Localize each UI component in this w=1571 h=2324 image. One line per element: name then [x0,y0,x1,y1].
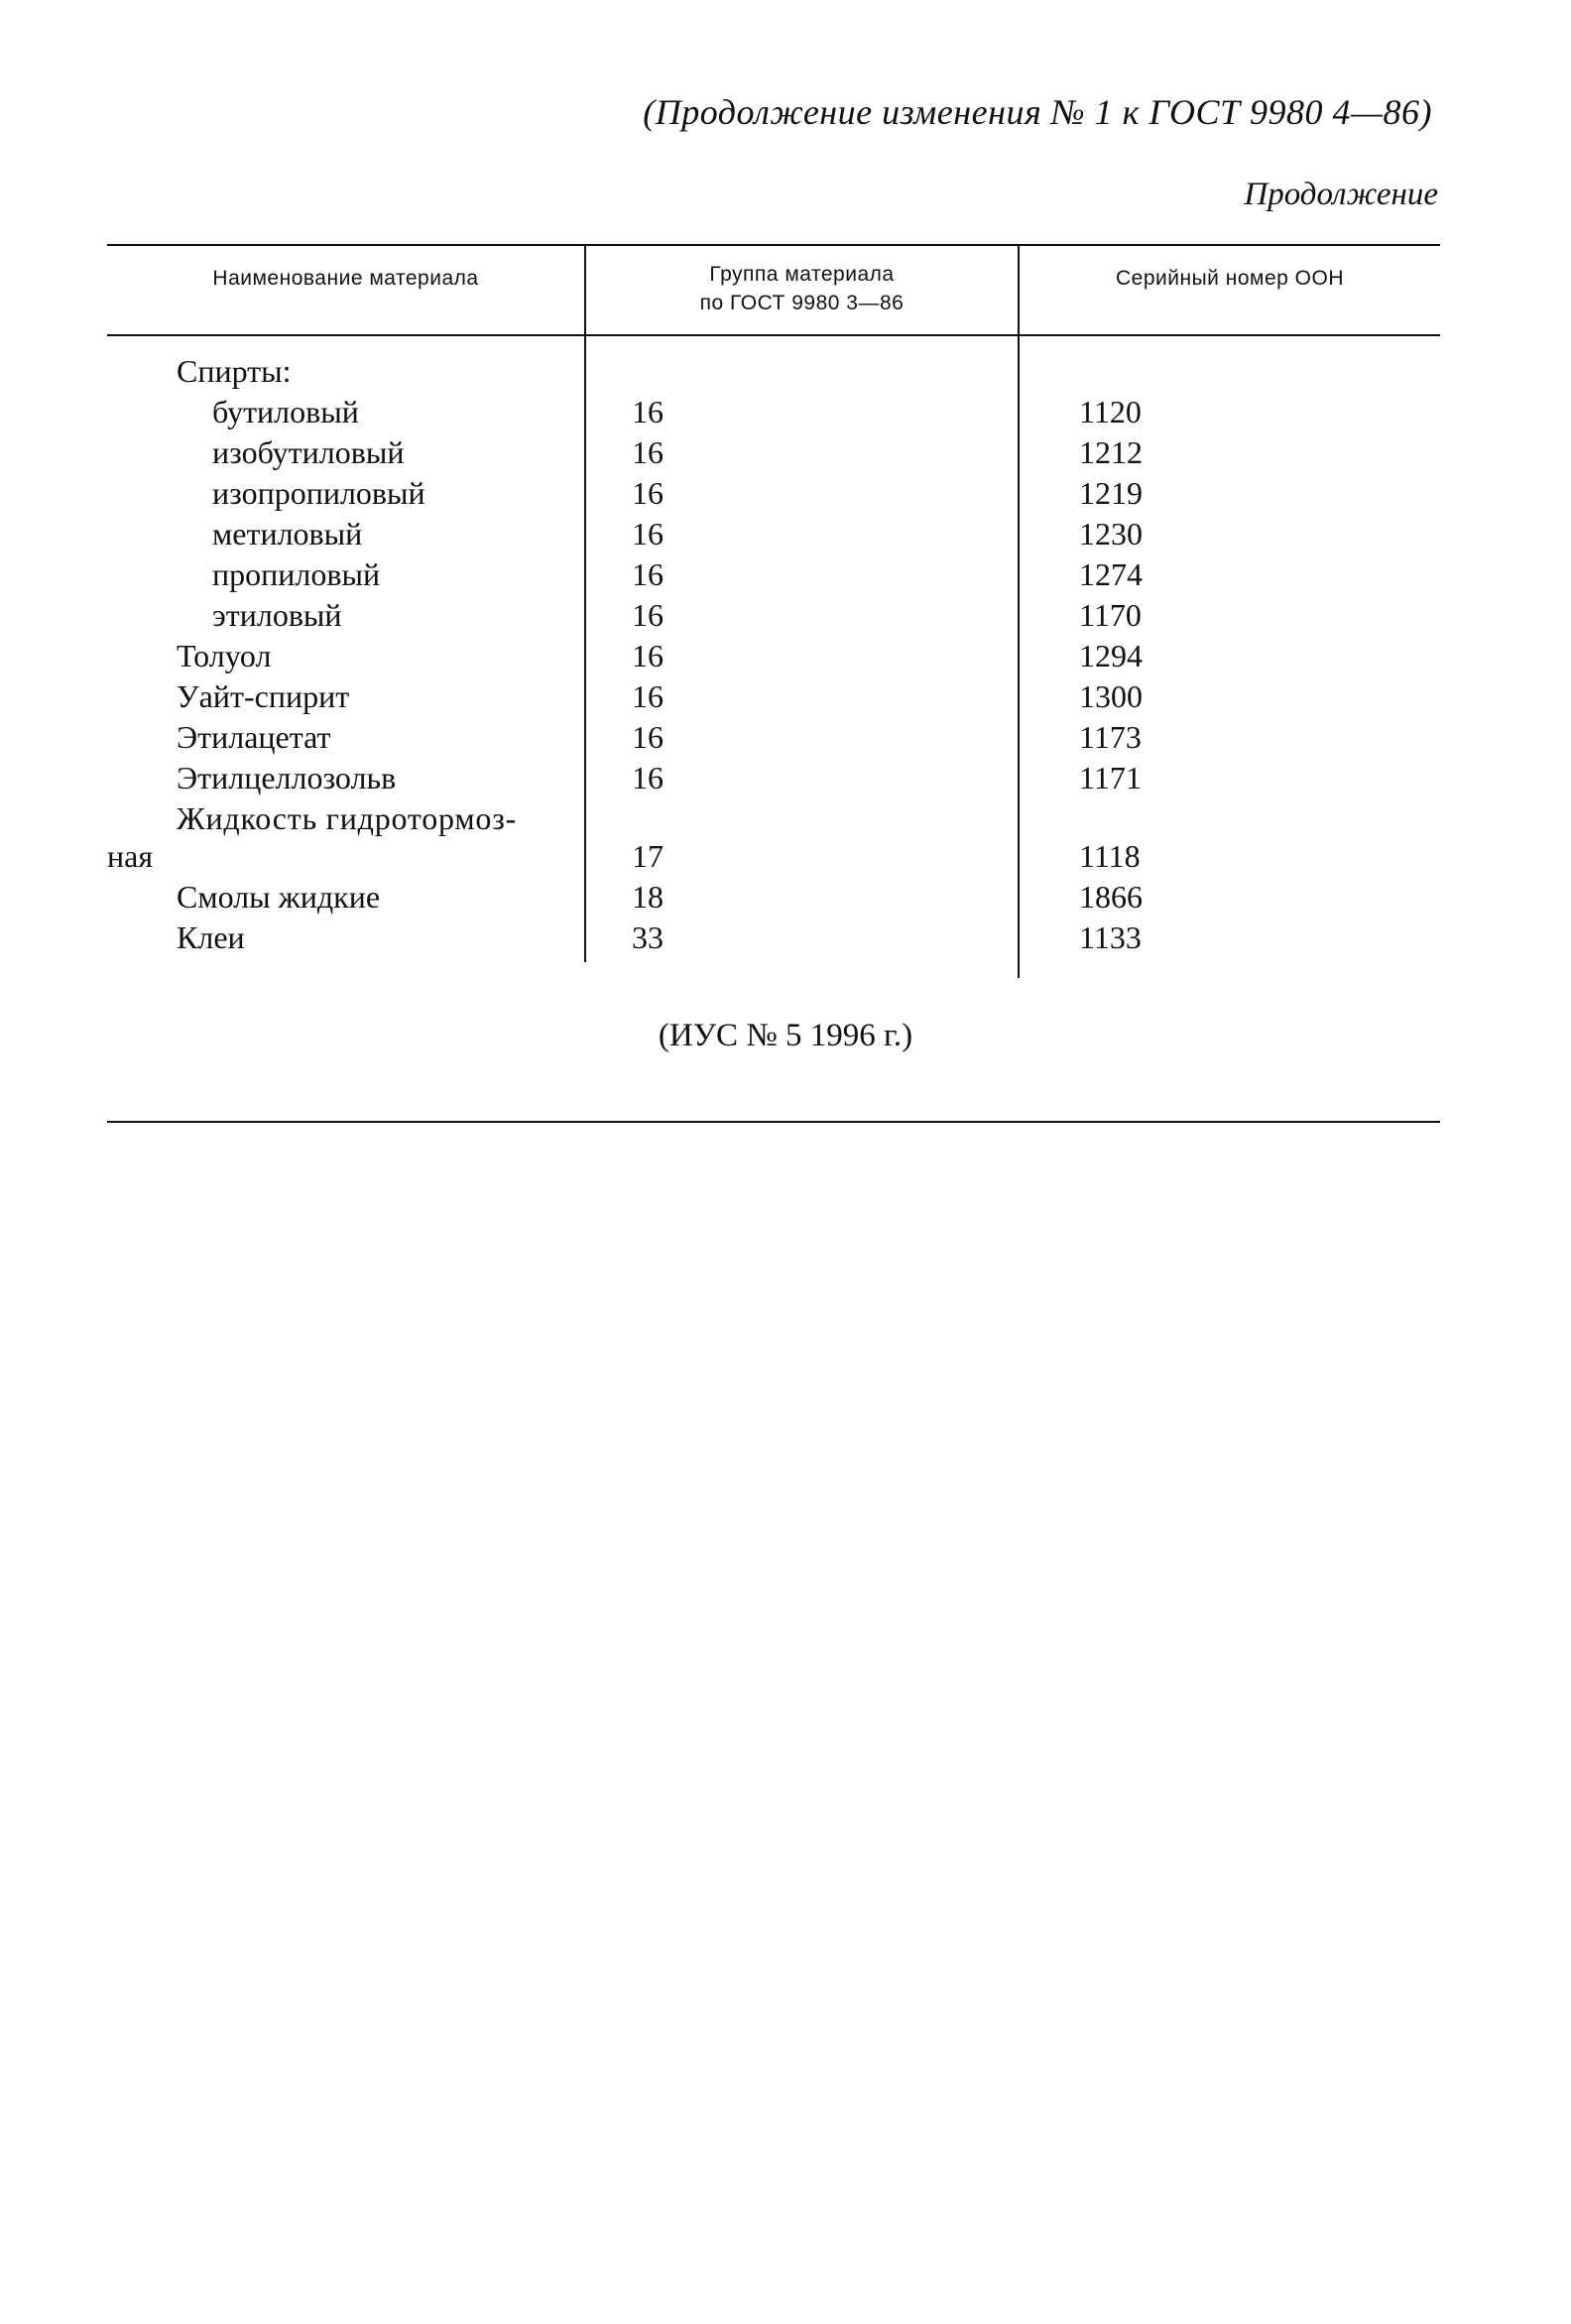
material-group: 16 [632,556,664,592]
table-top-rule [107,244,1440,246]
column-header-group-line1: Группа материала [709,263,895,286]
material-name: Жидкость гидротормоз- [177,800,518,836]
table-row [0,514,1571,554]
un-number: 1294 [1079,638,1143,673]
un-number: 1219 [1079,475,1143,511]
material-name: Этилцеллозольв [177,760,397,795]
material-group: 16 [632,475,664,511]
change-reference: (ИУС № 5 1996 г.) [658,1018,913,1053]
material-group: 16 [632,638,664,673]
material-group: 17 [632,838,664,874]
material-group: 16 [632,719,664,755]
un-number: 1133 [1079,919,1142,955]
column-header-un-number: Серийный номер ООН [1116,267,1344,290]
un-number: 1171 [1079,760,1142,795]
table-row [0,717,1571,758]
material-name: этиловый [212,597,342,633]
table-row [0,554,1571,595]
material-group: 33 [632,919,664,955]
table-row [0,595,1571,636]
column-header-name: Наименование материала [212,267,479,290]
table-row [0,917,1571,958]
material-name: ная [107,838,154,874]
material-name: Смолы жидкие [177,879,381,915]
un-number: 1173 [1079,719,1142,755]
material-name: Спирты: [177,353,292,389]
table-row [0,836,1571,877]
material-name: Этилацетат [177,719,331,755]
material-name: Клеи [177,919,245,955]
material-group: 16 [632,394,664,429]
table-row [0,351,1571,392]
material-group: 18 [632,879,664,915]
column-header-group-line2: по ГОСТ 9980 3—86 [699,292,905,314]
table-row [0,877,1571,917]
material-group: 16 [632,760,664,795]
table-row [0,432,1571,473]
material-group: 16 [632,597,664,633]
material-name: Уайт-спирит [177,678,350,714]
un-number: 1120 [1079,394,1142,429]
table-row [0,473,1571,514]
material-name: метиловый [212,516,363,551]
column-header-group [586,260,1018,317]
material-name: изобутиловый [212,434,405,470]
un-number: 1866 [1079,879,1143,915]
running-title: (Продолжение изменения № 1 к ГОСТ 9980 4—86) [643,92,1432,132]
material-name: изопропиловый [212,475,425,511]
material-group: 16 [632,678,664,714]
material-name: Толуол [177,638,272,673]
table-header-rule [107,334,1440,336]
un-number: 1300 [1079,678,1143,714]
table-row [0,392,1571,432]
material-name: бутиловый [212,394,359,429]
un-number: 1170 [1079,597,1142,633]
un-number: 1212 [1079,434,1143,470]
table-row [0,798,1571,839]
un-number: 1274 [1079,556,1143,592]
table-row [0,676,1571,717]
table-row [0,636,1571,676]
material-group: 16 [632,516,664,551]
continuation-label: Продолжение [1244,177,1438,212]
table-row [0,758,1571,798]
un-number: 1230 [1079,516,1143,551]
material-group: 16 [632,434,664,470]
un-number: 1118 [1079,838,1141,874]
material-name: пропиловый [212,556,381,592]
bottom-rule [107,1121,1440,1123]
